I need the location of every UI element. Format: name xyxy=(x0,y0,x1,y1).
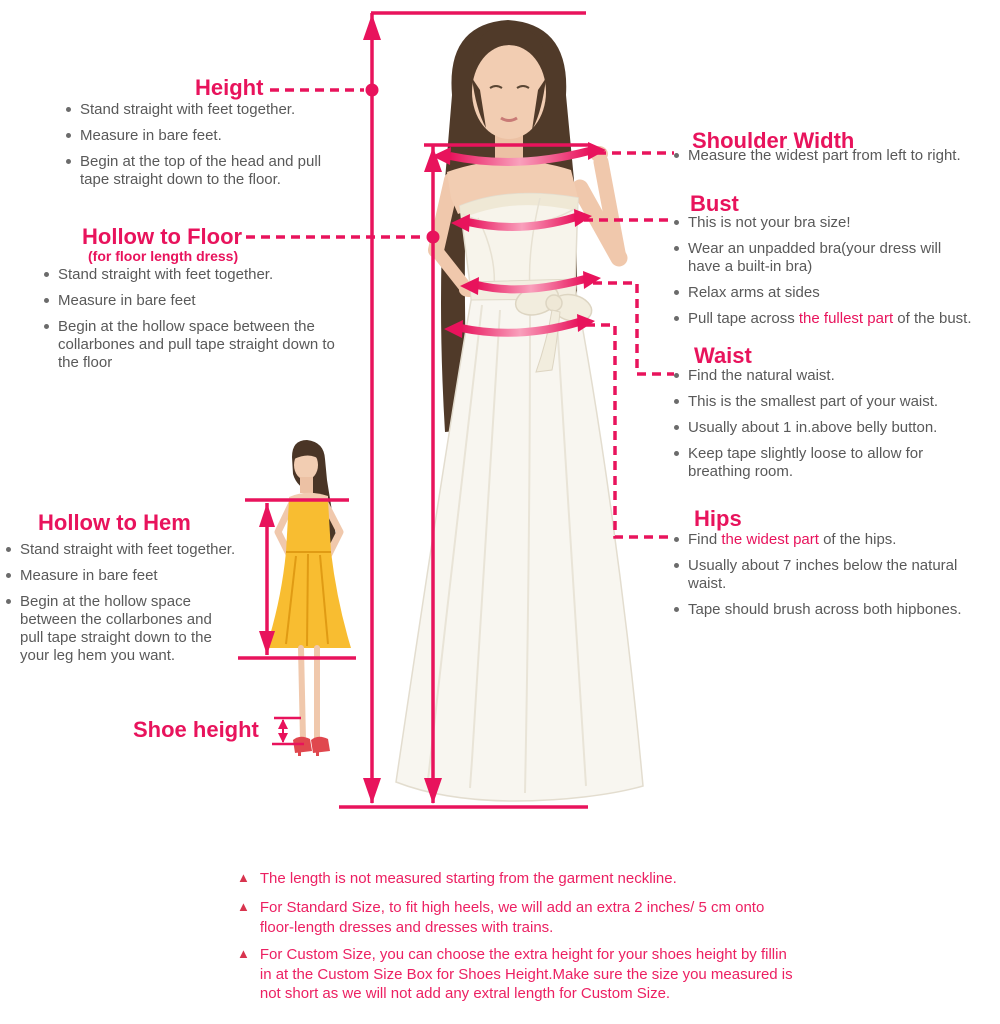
highlight-text: the widest part xyxy=(721,531,819,548)
height-anchor-dot xyxy=(366,84,379,97)
bullet-dot xyxy=(674,153,679,158)
bullet-dot xyxy=(44,298,49,303)
bullet-text: Tape should brush across both hipbones. xyxy=(688,601,962,618)
warning-triangle-icon: ▲ xyxy=(237,946,250,961)
hollow-to-floor-title: Hollow to Floor xyxy=(82,224,243,249)
bullet-dot xyxy=(66,159,71,164)
bullet-dot xyxy=(44,272,49,277)
bullet-text: Wear an unpadded bra(your dress will have a built-in bra) xyxy=(688,240,942,275)
note-3 xyxy=(237,945,793,1004)
bullet-text: Measure the widest part from left to right. xyxy=(688,147,961,164)
bullet-text: Stand straight with feet together. xyxy=(20,541,236,558)
bullet-text: Begin at the top of the head and pull tape straight down to the floor. xyxy=(80,153,322,188)
waist-bullets xyxy=(674,367,974,481)
shoulder-width-title: Shoulder Width xyxy=(692,128,855,153)
height-title: Height xyxy=(195,75,264,100)
bullet-dot xyxy=(674,246,679,251)
bullet-dot xyxy=(674,451,679,456)
hollow-anchor-dot xyxy=(427,231,440,244)
waist-connector xyxy=(593,283,674,374)
shoe-height-title: Shoe height xyxy=(133,717,259,742)
bullet-text: Usually about 1 in.above belly button. xyxy=(688,419,938,436)
bullet-dot xyxy=(674,290,679,295)
hips-title: Hips xyxy=(694,506,742,531)
bust-title: Bust xyxy=(690,191,739,216)
hips-bullets xyxy=(674,531,974,619)
bullet-dot xyxy=(44,324,49,329)
bullet-text: Find the natural waist. xyxy=(688,367,835,384)
bullet-text: Measure in bare feet. xyxy=(80,127,222,144)
highlight-text: the fullest part xyxy=(798,310,894,327)
note-2 xyxy=(237,898,764,937)
warning-triangle-icon: ▲ xyxy=(237,870,250,885)
warning-triangle-icon: ▲ xyxy=(237,899,250,914)
bullet-dot xyxy=(674,537,679,542)
bullet-dot xyxy=(674,373,679,378)
bullet-dot xyxy=(674,425,679,430)
bullet-text: Measure in bare feet xyxy=(58,292,196,309)
bullet-dot xyxy=(6,573,11,578)
bullet-text: This is the smallest part of your waist. xyxy=(688,393,939,410)
bullet-dot xyxy=(6,599,11,604)
waist-title: Waist xyxy=(694,343,752,368)
note-text: For Standard Size, to fit high heels, we will add an extra 2 inches/ 5 cm onto floor-length dresses and dresses with trains. xyxy=(259,899,765,936)
model-face xyxy=(472,45,546,139)
note-1 xyxy=(237,869,677,889)
height-bullets xyxy=(66,101,338,189)
bullet-text: Relax arms at sides xyxy=(688,284,820,301)
hollow-to-hem-title: Hollow to Hem xyxy=(38,510,191,535)
bullet-text: Stand straight with feet together. xyxy=(58,266,274,283)
bullet-text: Usually about 7 inches below the natural waist. xyxy=(688,557,958,592)
small-dress-bodice xyxy=(286,500,331,552)
hollow-to-floor-subtitle: (for floor length dress) xyxy=(88,248,239,264)
bullet-dot xyxy=(66,133,71,138)
bullet-dot xyxy=(674,607,679,612)
bullet-text: Keep tape slightly loose to allow for breathing room. xyxy=(688,445,924,480)
small-figure-shoe xyxy=(311,737,330,753)
bullet-dot xyxy=(6,547,11,552)
bullet-dot xyxy=(674,220,679,225)
bullet-text: Stand straight with feet together. xyxy=(80,101,296,118)
bullet-text: Find the widest part of the hips. xyxy=(688,531,897,548)
bullet-dot xyxy=(674,563,679,568)
bullet-text: Measure in bare feet xyxy=(20,567,158,584)
note-text: For Custom Size, you can choose the extra height for your shoes height by fillin in at the Custom Size Box for Shoes Height.Make sure the size you measured is not short as we will not add any extral length for Custom Size. xyxy=(259,946,793,1002)
hollow-to-hem-bullets xyxy=(6,541,236,665)
hollow-to-floor-bullets xyxy=(44,266,344,372)
bullet-text: This is not your bra size! xyxy=(688,214,851,231)
bullet-text: Begin at the hollow space between the collarbones and pull tape straight down to the floor xyxy=(58,318,335,371)
small-figure xyxy=(266,440,351,756)
note-text: The length is not measured starting from the garment neckline. xyxy=(259,870,677,887)
bust-bullets xyxy=(674,214,989,328)
bullet-text: Pull tape across the fullest part of the bust. xyxy=(688,310,972,327)
bullet-dot xyxy=(674,399,679,404)
bullet-text: Begin at the hollow space between the collarbones and pull tape straight down to the your leg hem you want. xyxy=(20,593,212,664)
bullet-dot xyxy=(66,107,71,112)
shoulder-width-bullets xyxy=(674,147,996,165)
bullet-dot xyxy=(674,316,679,321)
